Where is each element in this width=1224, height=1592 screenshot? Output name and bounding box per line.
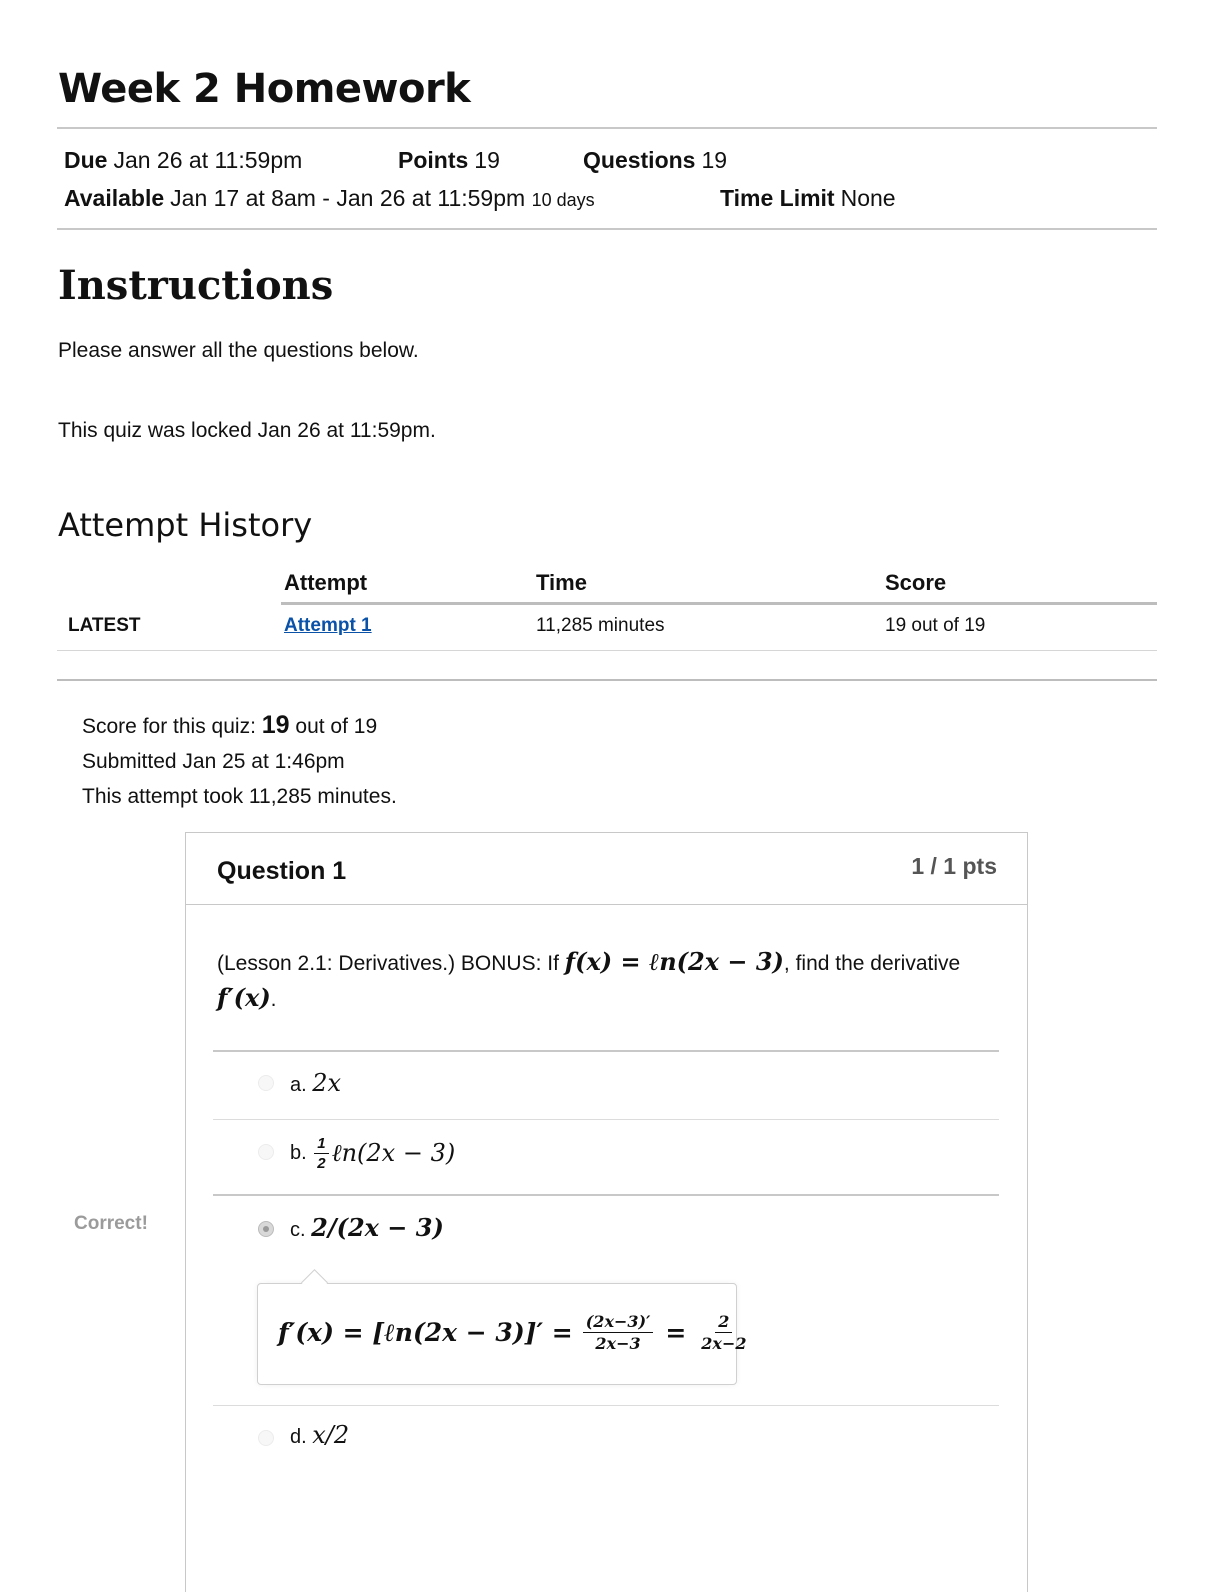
option-d[interactable]: d. x/2 xyxy=(290,1421,350,1449)
attempt-duration: This attempt took 11,285 minutes. xyxy=(82,785,397,808)
instructions-heading: Instructions xyxy=(58,262,334,309)
comment-formula: f′(x) = [ℓn(2x − 3)]′ = $\frac{(2x-3)'}{2x-3}$ = $\frac{2}{2x-2}$ xyxy=(278,1312,759,1353)
answer-divider xyxy=(213,1194,999,1196)
answer-divider xyxy=(213,1050,999,1052)
option-b[interactable]: b. $\frac{1}{2}$ ℓn(2x − 3) xyxy=(290,1135,456,1172)
attempt-score: 19 out of 19 xyxy=(885,615,986,636)
table-header-underline xyxy=(281,602,1157,605)
question-card xyxy=(185,832,1028,1592)
answer-divider xyxy=(213,1405,999,1406)
question-prompt: (Lesson 2.1: Derivatives.) BONUS: If f(x) = ℓn(2x − 3), find the derivative f′(x). xyxy=(217,947,961,1012)
attempt-1-link[interactable]: Attempt 1 xyxy=(284,615,372,636)
option-a[interactable]: a. 2x xyxy=(290,1069,342,1097)
due-meta: Due Jan 26 at 11:59pm xyxy=(64,147,303,173)
option-c-radio[interactable] xyxy=(258,1221,274,1237)
table-bottom-border xyxy=(57,650,1157,651)
option-d-radio[interactable] xyxy=(258,1430,274,1446)
attempt-link-cell xyxy=(284,615,372,637)
comment-caret xyxy=(301,1269,328,1296)
column-header-attempt: Attempt xyxy=(284,570,368,595)
submitted-time: Submitted Jan 25 at 1:46pm xyxy=(82,750,345,773)
answer-divider xyxy=(213,1119,999,1120)
questions-meta: Questions 19 xyxy=(583,147,728,173)
header-divider xyxy=(57,127,1157,129)
quiz-score: Score for this quiz: 19 out of 19 xyxy=(82,711,378,739)
answer-comment xyxy=(257,1283,747,1385)
fraction: $\frac{(2x-3)'}{2x-3}$ xyxy=(583,1312,654,1353)
question-title: Question 1 xyxy=(217,857,347,885)
correct-answer-label: Correct! xyxy=(74,1213,148,1234)
instructions-text: Please answer all the questions below. xyxy=(58,339,419,362)
question-points: 1 / 1 pts xyxy=(911,853,997,879)
latest-tag: LATEST xyxy=(68,615,141,636)
option-b-radio[interactable] xyxy=(258,1144,274,1160)
option-a-radio[interactable] xyxy=(258,1075,274,1091)
points-meta: Points 19 xyxy=(398,147,500,173)
locked-notice: This quiz was locked Jan 26 at 11:59pm. xyxy=(58,419,436,442)
summary-divider xyxy=(57,679,1157,681)
attempt-time: 11,285 minutes xyxy=(536,615,665,636)
meta-divider xyxy=(57,228,1157,230)
time-limit-meta: Time Limit None xyxy=(720,185,896,211)
option-c[interactable]: c. 2/(2x − 3) xyxy=(290,1213,444,1242)
column-header-score: Score xyxy=(885,570,947,595)
attempt-history-heading: Attempt History xyxy=(58,506,313,544)
fraction: $\frac{2}{2x-2}$ xyxy=(701,1312,747,1353)
column-header-time: Time xyxy=(536,570,587,595)
page-title: Week 2 Homework xyxy=(58,66,471,112)
question-header xyxy=(186,833,1027,905)
available-meta: Available Jan 17 at 8am - Jan 26 at 11:59pm 10 days xyxy=(64,185,595,211)
